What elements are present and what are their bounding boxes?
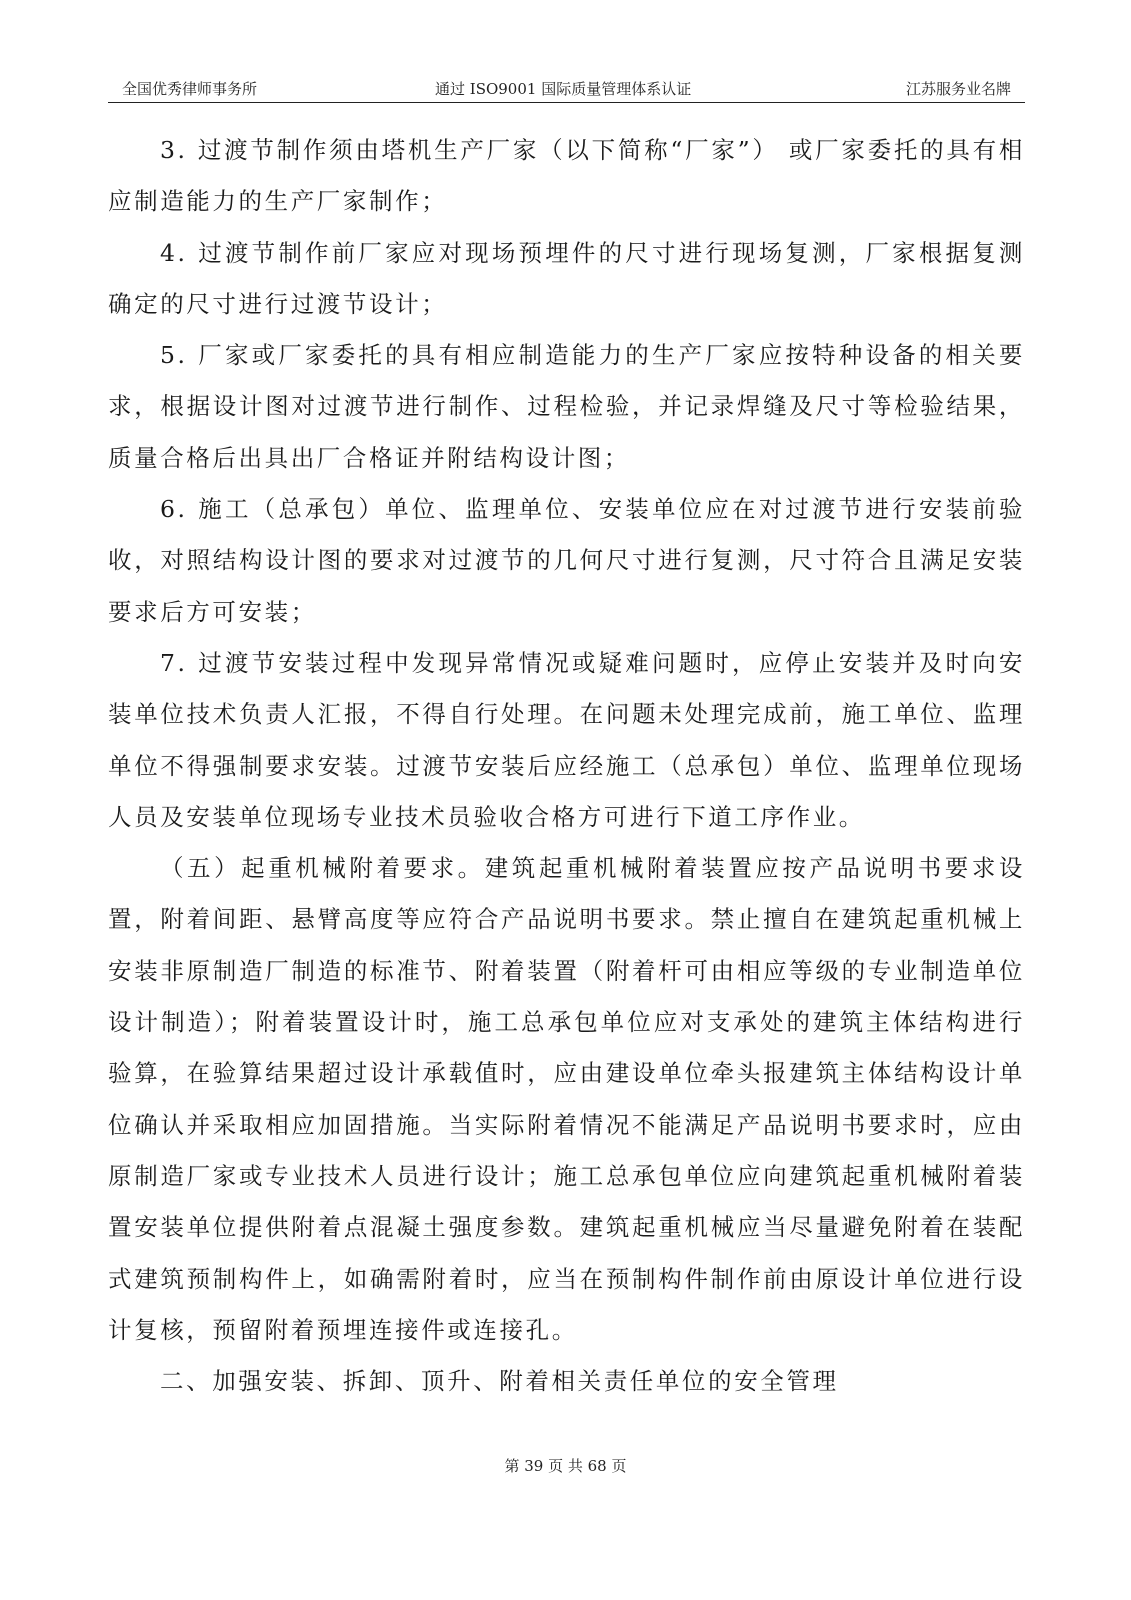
paragraph-item-7: 7. 过渡节安装过程中发现异常情况或疑难问题时，应停止安装并及时向安装单位技术负责人汇报，不得自行处理。在问题未处理完成前，施工单位、监理单位不得强制要求安装。过渡节安装后应经施工（总承包）单位、监理单位现场人员及安装单位现场专业技术员验收合格方可进行下道工序作业。 <box>108 648 1025 831</box>
paragraph-item-3: 3. 过渡节制作须由塔机生产厂家（以下简称“厂家”） 或厂家委托的具有相应制造能力的生产厂家制作； <box>108 136 1025 216</box>
document-body <box>108 125 1025 1407</box>
header-right-text: 江苏服务业名牌 <box>905 80 1011 98</box>
paragraph-item-6: 6. 施工（总承包）单位、监理单位、安装单位应在对过渡节进行安装前验收，对照结构设计图的要求对过渡节的几何尺寸进行复测，尺寸符合且满足安装要求后方可安装； <box>108 495 1025 626</box>
header-left-text: 全国优秀律师事务所 <box>122 80 258 98</box>
page-number-footer: 第 39 页 共 68 页 <box>504 1457 627 1475</box>
section-heading-2: 二、加强安装、拆卸、顶升、附着相关责任单位的安全管理 <box>160 1367 839 1396</box>
page-header <box>108 76 1025 103</box>
paragraph-item-5: 5. 厂家或厂家委托的具有相应制造能力的生产厂家应按特种设备的相关要求，根据设计图对过渡节进行制作、过程检验，并记录焊缝及尺寸等检验结果，质量合格后出具出厂合格证并附结构设计图； <box>108 341 1025 472</box>
paragraph-item-4: 4. 过渡节制作前厂家应对现场预埋件的尺寸进行现场复测，厂家根据复测确定的尺寸进行过渡节设计； <box>108 238 1025 318</box>
header-center-text: 通过 ISO9001 国际质量管理体系认证 <box>435 80 692 98</box>
paragraph-section-5: （五）起重机械附着要求。建筑起重机械附着装置应按产品说明书要求设置，附着间距、悬臂高度等应符合产品说明书要求。禁止擅自在建筑起重机械上安装非原制造厂制造的标准节、附着装置（附着杆可由相应等级的专业制造单位设计制造）；附着装置设计时，施工总承包单位应对支承处的建筑主体结构进行验算，在验算结果超过设计承载值时，应由建设单位牵头报建筑主体结构设计单位确认并采取相应加固措施。当实际附着情况不能满足产品说明书要求时，应由原制造厂家或专业技术人员进行设计；施工总承包单位应向建筑起重机械附着装置安装单位提供附着点混凝土强度参数。建筑起重机械应当尽量避免附着在装配式建筑预制构件上，如确需附着时，应当在预制构件制作前由原设计单位进行设计复核，预留附着预埋连接件或连接孔。 <box>108 854 1025 1344</box>
